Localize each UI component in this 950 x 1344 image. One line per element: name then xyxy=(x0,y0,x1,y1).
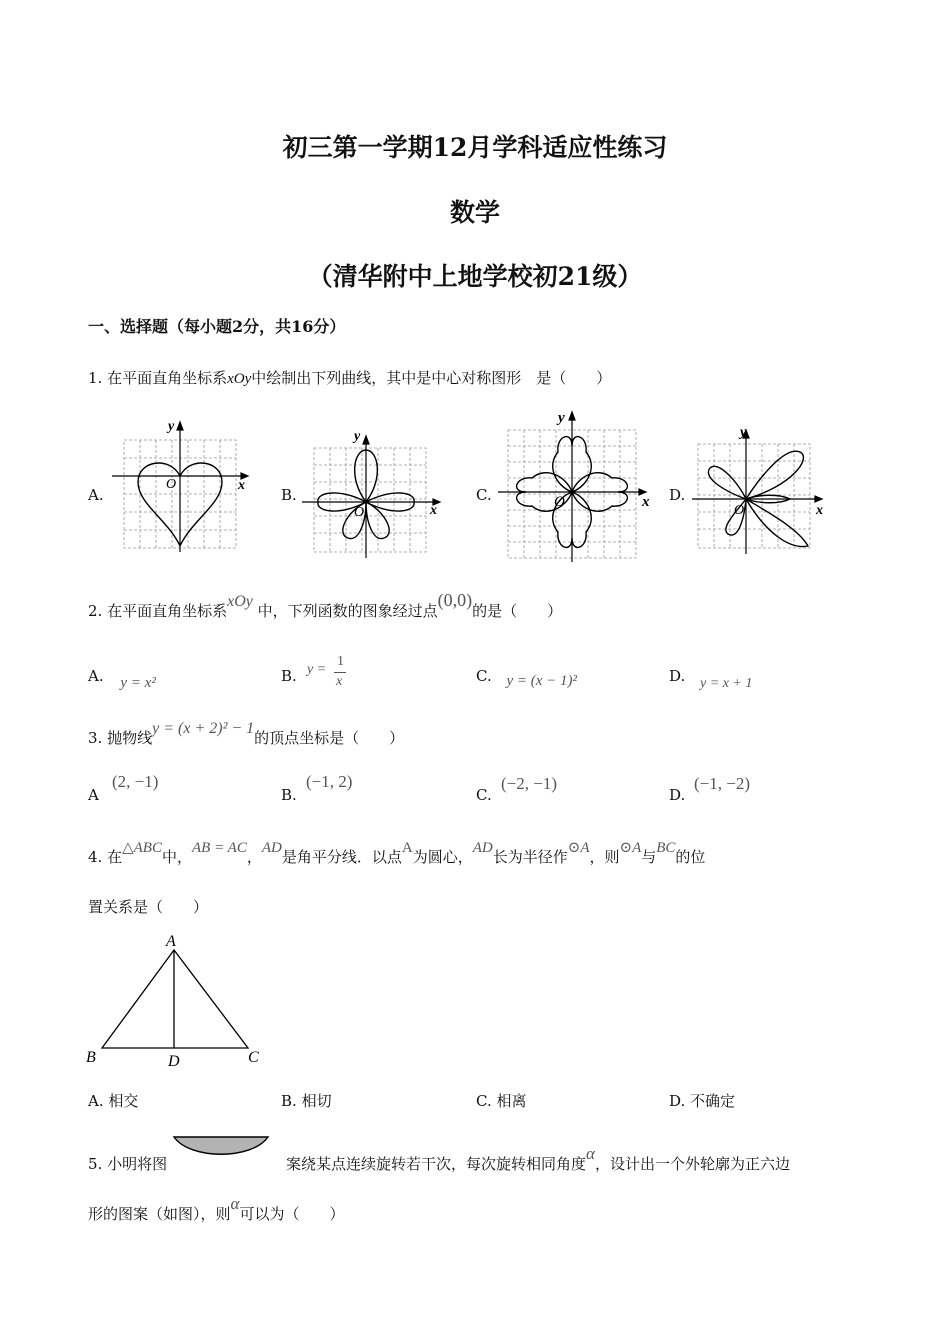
axis-y-label: y xyxy=(558,410,565,426)
math-expression: (−1, 2) xyxy=(306,772,353,791)
math-expression: (−1, −2) xyxy=(694,774,750,793)
question-text: 中绘制出下列曲线，其中是中心对称图形 是（ ） xyxy=(251,369,612,387)
axis-y-label: y xyxy=(354,429,361,444)
vertex-label-c: C xyxy=(248,1049,259,1066)
axis-x-label: x xyxy=(816,503,823,518)
question-text: 可以为（ ） xyxy=(239,1205,345,1223)
question-number: 5. xyxy=(88,1155,103,1173)
math-expression: y = (x + 2)² − 1 xyxy=(152,720,255,737)
question-text: 在平面直角坐标系 xyxy=(107,602,228,620)
question-text: 形的图案（如图），则 xyxy=(88,1205,231,1223)
math-expression: (−2, −1) xyxy=(501,774,557,793)
option-label: D. xyxy=(669,667,686,685)
math-segment: AD xyxy=(261,840,282,856)
question-text: 的位 xyxy=(675,848,706,866)
question-text: 在平面直角坐标系 xyxy=(107,369,228,387)
question-text: 抛物线 xyxy=(107,729,153,747)
question-number: 2. xyxy=(88,602,103,620)
question-text: 小明将图 xyxy=(107,1155,168,1173)
option-label: C. xyxy=(476,667,492,685)
fraction-bar xyxy=(334,672,346,673)
question-text: ，设计出一个外轮廓为正六边 xyxy=(594,1155,790,1173)
math-xoy: xOy xyxy=(227,371,252,387)
fraction-numerator: 1 xyxy=(337,654,344,669)
option-label: B. xyxy=(281,786,297,804)
figure-three-petal-flower xyxy=(300,428,445,563)
option-c xyxy=(476,1090,527,1111)
math-expression: (2, −1) xyxy=(112,772,159,791)
figure-isosceles-triangle xyxy=(80,928,280,1073)
option-text: 相交 xyxy=(108,1092,139,1110)
math-equation: AB = AC xyxy=(192,840,247,856)
option-label: C. xyxy=(476,486,492,504)
option-label: A xyxy=(88,786,99,804)
math-point: A xyxy=(401,840,413,856)
question-text: 中，下列函数的图象经过点 xyxy=(257,602,438,620)
question-5-number xyxy=(88,1153,167,1174)
subject-title: 数学 xyxy=(449,198,500,227)
math-expression: y = x + 1 xyxy=(700,676,753,691)
math-xoy: xOy xyxy=(227,593,253,610)
origin-label: O xyxy=(734,503,745,518)
option-label: B. xyxy=(281,1092,297,1110)
question-text: 案绕某点连续旋转若干次，每次旋转相同角度 xyxy=(286,1155,587,1173)
question-text: 是角平分线．以点 xyxy=(281,848,402,866)
section-heading: 一、选择题（每小题2分，共16分） xyxy=(88,317,346,336)
figure-leaf-lemniscate xyxy=(690,424,835,559)
option-a xyxy=(88,1090,138,1111)
option-b xyxy=(281,667,297,685)
question-text: 的是（ ） xyxy=(472,602,563,620)
option-label: A. xyxy=(88,1092,104,1110)
page-title: 初三第一学期12月学科适应性练习 xyxy=(282,133,668,162)
axis-y-label: y xyxy=(740,425,747,440)
math-circle: ⊙A xyxy=(567,840,590,856)
math-expression: y = x² xyxy=(120,675,156,691)
question-text: 在 xyxy=(107,848,123,866)
vertex-label-d: D xyxy=(168,1053,180,1070)
option-d xyxy=(669,1090,735,1111)
question-5-line2 xyxy=(88,1194,345,1224)
question-3-stem xyxy=(88,720,405,748)
origin-label: O xyxy=(166,477,177,492)
question-number: 4. xyxy=(88,848,103,866)
math-point: (0,0) xyxy=(437,590,473,610)
option-c xyxy=(476,667,578,689)
question-number: 3. xyxy=(88,729,103,747)
option-text: 相离 xyxy=(496,1092,527,1110)
fraction-denominator: x xyxy=(336,674,343,689)
math-alpha: α xyxy=(230,1194,240,1213)
question-5-stem xyxy=(286,1144,790,1174)
question-number: 1. xyxy=(88,369,103,387)
question-text: ， xyxy=(246,848,262,866)
question-text: 置关系是（ ） xyxy=(88,898,209,916)
math-expression: y = (x − 1)² xyxy=(506,673,578,689)
option-label: C. xyxy=(476,1092,492,1110)
question-2-stem xyxy=(88,590,563,621)
option-a xyxy=(88,667,156,691)
question-text: 长为半径作 xyxy=(492,848,568,866)
question-text: 中， xyxy=(161,848,192,866)
option-label: A. xyxy=(88,667,104,685)
option-label: A. xyxy=(88,486,104,504)
option-label: B. xyxy=(281,486,297,504)
option-d xyxy=(669,667,753,691)
school-title: （清华附中上地学校初21级） xyxy=(307,262,643,291)
fraction-lhs: y = xyxy=(307,662,327,677)
math-alpha: α xyxy=(586,1144,595,1163)
math-segment: BC xyxy=(656,840,676,856)
question-4-stem xyxy=(88,840,706,867)
option-text: 相切 xyxy=(301,1092,332,1110)
figure-heart-curve xyxy=(108,416,253,556)
origin-label: O xyxy=(354,505,365,520)
option-label: D. xyxy=(669,786,686,804)
axis-x-label: x xyxy=(238,478,245,493)
axis-y-label: y xyxy=(168,419,175,434)
question-text: ，则 xyxy=(589,848,620,866)
math-segment: AD xyxy=(472,840,493,856)
option-label: D. xyxy=(669,1092,686,1110)
vertex-label-a: A xyxy=(166,933,176,950)
option-label: D. xyxy=(669,486,686,504)
math-circle: ⊙A xyxy=(619,840,642,856)
option-label: B. xyxy=(281,667,297,685)
math-triangle: △ABC xyxy=(122,840,162,856)
option-text: 不确定 xyxy=(690,1092,736,1110)
question-text: 的顶点坐标是（ ） xyxy=(254,729,405,747)
option-label: C. xyxy=(476,786,492,804)
question-text: 为圆心， xyxy=(412,848,473,866)
origin-label: O xyxy=(554,494,565,510)
question-1-stem xyxy=(88,367,611,388)
option-b xyxy=(281,1090,332,1111)
axis-x-label: x xyxy=(430,503,437,518)
vertex-label-b: B xyxy=(86,1049,96,1066)
axis-x-label: x xyxy=(642,494,650,510)
question-text: 与 xyxy=(641,848,657,866)
figure-circular-segment xyxy=(172,1134,272,1164)
figure-four-heart-clover xyxy=(496,406,656,566)
